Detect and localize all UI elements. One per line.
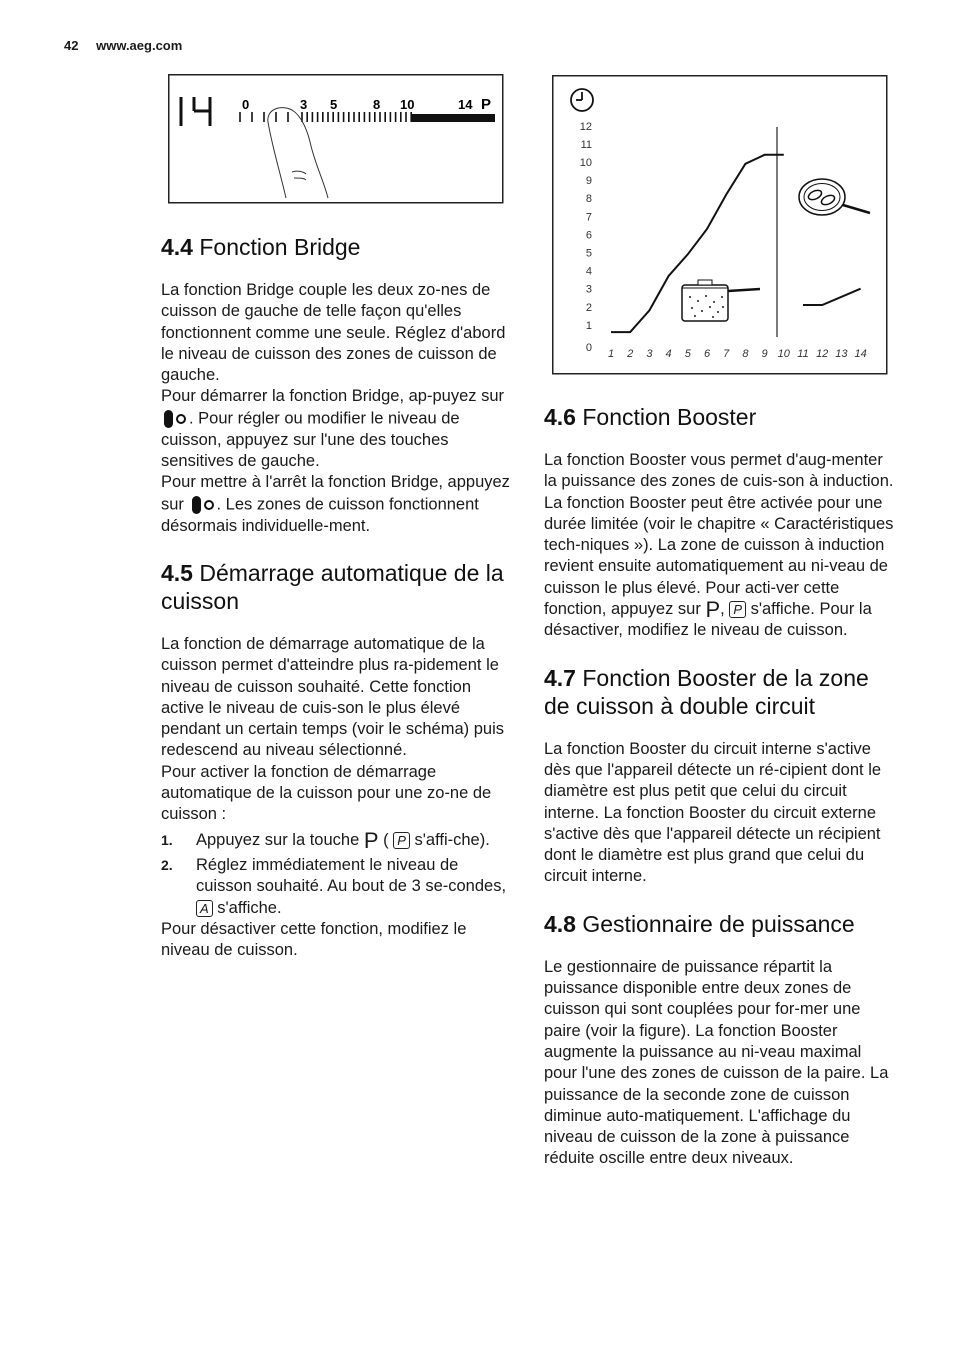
section-4-7 <box>544 664 894 888</box>
x-tick-label: 6 <box>703 348 711 360</box>
control-panel-figure <box>168 74 504 210</box>
heading-4-5: 4.5 Démarrage automatique de la cuisson <box>161 559 504 614</box>
a-display-icon: A <box>196 900 213 917</box>
s48-paragraph-1: Le gestionnaire de puissance répartit la puissance disponible entre deux zones de cuisson qui sont couplées pour for-mer une paire (voir la figure). La fonction Booster augmente la puissance au ni-veau maximal pour l'une des zones de cuisson de la paire. La puissance de la seconde zone de cuisson diminue auto-matiquement. L'affichage du niveau de cuisson de la zone à puissance réduite oscille entre deux niveaux. <box>544 957 889 1168</box>
x-tick-label: 2 <box>627 348 634 360</box>
x-tick-label: 12 <box>816 348 829 360</box>
y-tick-label: 1 <box>585 319 592 332</box>
y-tick-label: 7 <box>585 211 592 224</box>
heat-up-chart <box>552 75 888 381</box>
scale-label-8: 8 <box>373 97 381 112</box>
y-tick-label: 4 <box>585 265 592 278</box>
s44-paragraph-2: Pour démarrer la fonction Bridge, ap-puyez sur . Pour régler ou modifier le niveau de cuisson, appuyez sur l'une des touches sensitives de gauche. <box>161 387 505 471</box>
p-key-icon: P <box>705 597 721 623</box>
right-column <box>544 403 894 1192</box>
p-display-icon: P <box>393 832 410 849</box>
x-tick-label: 8 <box>742 348 749 360</box>
x-tick-label: 9 <box>761 348 768 360</box>
scale-label-0: 0 <box>242 97 250 112</box>
p-key-icon: P <box>363 827 379 853</box>
section-4-4 <box>161 233 511 537</box>
y-tick-label: 3 <box>585 283 592 296</box>
x-tick-label: 10 <box>777 348 790 360</box>
s44-paragraph-1: La fonction Bridge couple les deux zo-nes de cuisson de gauche de telle façon qu'elles fonctionnent comme une seule. Réglez d'abord le niveau de cuisson des zones de cuisson de gauche. <box>161 281 506 385</box>
s44-paragraph-3: Pour mettre à l'arrêt la fonction Bridge, appuyez sur . Les zones de cuisson fonctionnent désormais individuelle-ment. <box>161 473 510 535</box>
x-tick-label: 5 <box>684 348 691 360</box>
left-column <box>161 233 511 983</box>
page-header <box>64 38 182 53</box>
scale-label-10: 10 <box>400 97 415 112</box>
s46-paragraph-1: La fonction Booster vous permet d'aug-menter la puissance des zones de cuis-son à induction. La fonction Booster peut être activée pour une durée limitée (voir le chapitre « Caractéristiques tech-niques »). La zone de cuisson à induction revient ensuite automatiquement au ni-veau de cuisson le plus élevé. Pour acti-ver cette fonction, appuyez sur P, P s'affiche. Pour la désactiver, modifiez le niveau de cuisson. <box>544 451 894 640</box>
x-tick-label: 4 <box>665 348 672 360</box>
y-tick-label: 10 <box>579 157 592 169</box>
step-1: 1. Appuyez sur la touche P ( P s'affi-che). <box>161 827 490 853</box>
section-4-6 <box>544 403 894 642</box>
y-tick-label: 6 <box>585 229 592 242</box>
x-tick-label: 7 <box>723 348 730 360</box>
s45-paragraph-2: Pour activer la fonction de démarrage automatique de la cuisson pour une zo-ne de cuisson : <box>161 762 492 824</box>
y-tick-label: 0 <box>585 342 592 354</box>
section-4-8 <box>544 910 894 1170</box>
page-number: 42 <box>64 38 79 53</box>
heading-4-7: 4.7 Fonction Booster de la zone de cuisson à double circuit <box>544 664 869 719</box>
slider-bar <box>412 114 495 122</box>
x-tick-label: 1 <box>607 348 615 360</box>
y-tick-label: 11 <box>580 138 592 151</box>
y-tick-label: 5 <box>585 247 592 260</box>
section-4-5 <box>161 559 511 961</box>
x-tick-label: 14 <box>854 348 867 360</box>
x-tick-label: 3 <box>646 348 653 360</box>
website-link[interactable]: www.aeg.com <box>96 38 183 53</box>
scale-label-14: 14 <box>458 97 473 112</box>
scale-label-p: P <box>481 96 492 113</box>
x-tick-label: 13 <box>835 348 848 360</box>
s45-paragraph-1: La fonction de démarrage automatique de la cuisson permet d'atteindre plus ra-pidement le niveau de cuisson souhaité. Cette fonction active le niveau de cuis-son le plus élevé pendant un certain temps (voir le schéma) puis redescend au niveau sélectionné. <box>161 634 505 760</box>
heading-4-8: 4.8 Gestionnaire de puissance <box>544 910 855 937</box>
heading-4-4: 4.4 Fonction Bridge <box>161 234 361 260</box>
step-2: 2. Réglez immédiatement le niveau de cuisson souhaité. Au bout de 3 se-condes, A s'affiche. <box>161 855 507 917</box>
s45-steps <box>161 827 511 919</box>
y-tick-label: 2 <box>585 301 592 314</box>
x-tick-label: 11 <box>797 348 809 360</box>
y-tick-label: 9 <box>585 175 592 188</box>
scale-label-3: 3 <box>300 97 308 112</box>
s45-paragraph-3: Pour désactiver cette fonction, modifiez le niveau de cuisson. <box>161 919 467 960</box>
y-tick-label: 8 <box>585 193 592 206</box>
scale-label-5: 5 <box>330 97 338 112</box>
bridge-key-icon <box>189 494 217 516</box>
bridge-key-icon <box>161 408 189 430</box>
y-tick-label: 12 <box>579 120 592 133</box>
p-display-icon: P <box>729 601 746 618</box>
s47-paragraph-1: La fonction Booster du circuit interne s'active dès que l'appareil détecte un ré-cipient dont le diamètre est plus petit que celui du circuit interne. La fonction Booster du circuit externe s'active dès que l'appareil détecte un récipient dont le diamètre est plus grand que celui du circuit interne. <box>544 739 882 886</box>
heading-4-6: 4.6 Fonction Booster <box>544 404 757 430</box>
